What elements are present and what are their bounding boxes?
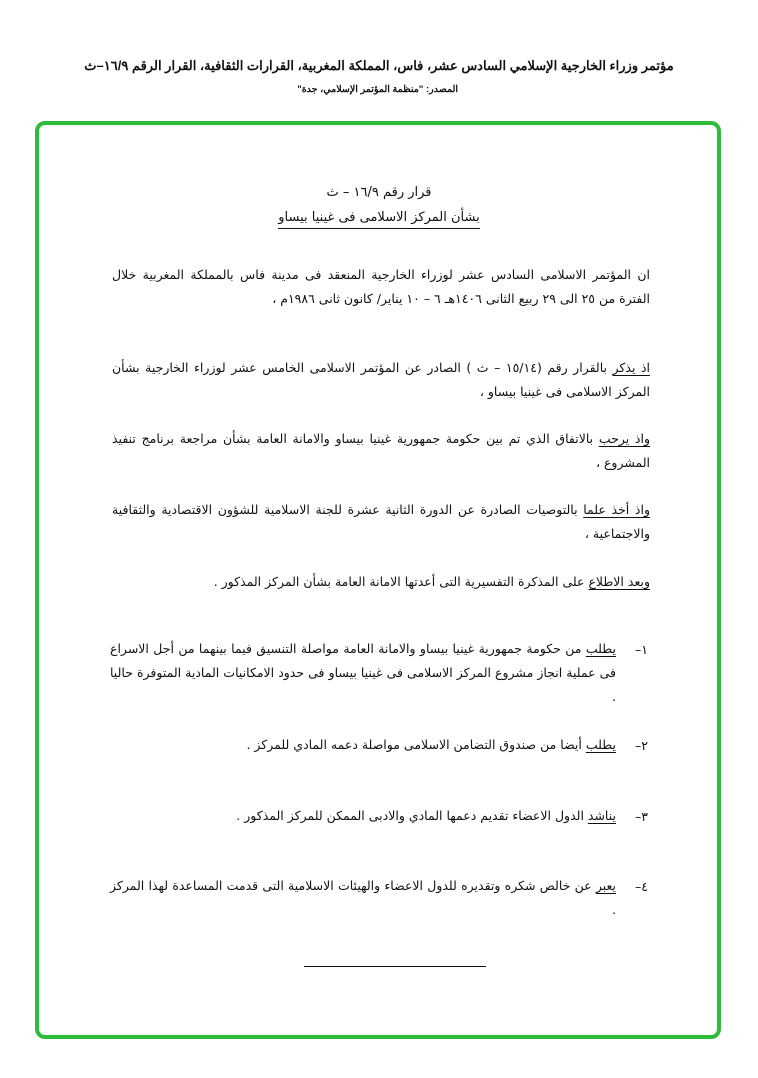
operative-text: أيضا من صندوق التضامن الاسلامى مواصلة دعمه المادي للمركز . [246, 737, 586, 752]
resolution-subject [0, 210, 758, 225]
clause-paragraph [112, 356, 650, 404]
operative-lead: يناشد [587, 808, 616, 823]
clause-lead: اذ يذكر [612, 360, 650, 375]
operative-lead: يعبر [595, 878, 616, 893]
clause-lead: واذ أخذ علما [583, 502, 651, 517]
operative-paragraph [110, 733, 616, 757]
resolution-subject-text: بشأن المركز الاسلامى فى غينيا بيساو [278, 210, 479, 229]
clause-paragraph [112, 498, 650, 546]
operative-number: ٤– [635, 879, 648, 894]
operative-paragraph [110, 874, 616, 922]
clause-text: بالقرار رقم (١٥/١٤ – ث ) الصادر عن المؤتمر الاسلامى الخامس عشر لوزراء الخارجية بشأن المركز الاسلامى فى غينيا بيساو ، [112, 360, 650, 399]
clause-paragraph [112, 570, 650, 594]
preamble-paragraph: ان المؤتمر الاسلامى السادس عشر لوزراء الخارجية المنعقد فى مدينة فاس بالمملكة المغربية خلال الفترة من ٢٥ الى ٢٩ ربيع الثانى ١٤٠٦هـ ٦ – ١٠ يناير/ كانون ثانى ١٩٨٦م ، [112, 267, 650, 306]
operative-text: الدول الاعضاء تقديم دعمها المادي والادبى الممكن للمركز المذكور . [236, 808, 588, 823]
operative-number: ١– [635, 642, 648, 657]
operative-lead: يطلب [585, 737, 616, 752]
resolution-number: قرار رقم ١٦/٩ – ث [326, 185, 432, 200]
clause-text: بالتوصيات الصادرة عن الدورة الثانية عشرة للجنة الاسلامية للشؤون الاقتصادية والثقافية والاجتماعية ، [112, 502, 650, 541]
operative-number: ٢– [635, 738, 648, 753]
operative-text: من حكومة جمهورية غينيا بيساو والامانة العامة مواصلة التنسيق فيما بينهما من أجل الاسراع فى عملية انجاز مشروع المركز الاسلامى فى غينيا بيساو فى حدود الامكانيات المادية المتوفرة حاليا . [110, 641, 616, 704]
document-header-title: مؤتمر وزراء الخارجية الإسلامي السادس عشر، فاس، المملكة المغربية، القرارات الثقافية، القرار الرقم ١٦/٩–ث [84, 58, 674, 73]
closing-separator-line [304, 966, 486, 967]
operative-text: عن خالص شكره وتقديره للدول الاعضاء والهيئات الاسلامية التى قدمت المساعدة لهذا المركز . [110, 878, 616, 917]
operative-paragraph [110, 804, 616, 828]
operative-lead: يطلب [585, 641, 616, 656]
clause-text: بالاتفاق الذي تم بين حكومة جمهورية غينيا بيساو والامانة العامة بشأن مراجعة برنامج تنفيذ المشروع ، [112, 431, 650, 470]
clause-lead: واذ يرحب [598, 431, 650, 446]
clause-text: على المذكرة التفسيرية التى أعدتها الامانة العامة بشأن المركز المذكور . [213, 574, 589, 589]
operative-number: ٣– [635, 809, 648, 824]
clause-paragraph [112, 427, 650, 475]
clause-lead: وبعد الاطلاع [588, 574, 650, 589]
document-header-source: المصدر: "منظمة المؤتمر الإسلامي، جدة" [297, 84, 458, 95]
operative-paragraph [110, 637, 616, 709]
